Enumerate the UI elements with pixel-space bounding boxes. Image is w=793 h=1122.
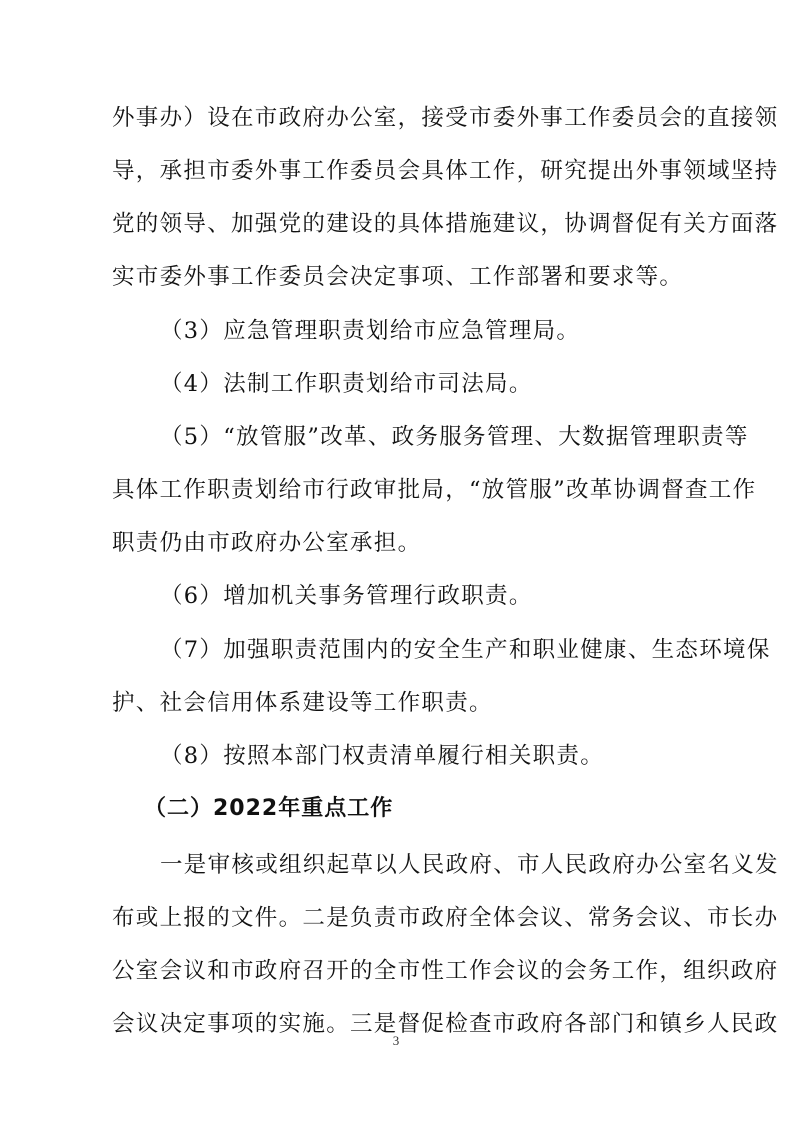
body-text-line: 具体工作职责划给市行政审批局，“放管服”改革协调督查工作 <box>112 477 757 503</box>
body-text-line: 外事办）设在市政府办公室，接受市委外事工作委员会的直接领 <box>112 105 779 131</box>
body-text-line: 党的领导、加强党的建设的具体措施建议，协调督促有关方面落 <box>112 211 779 237</box>
page-number: 3 <box>392 1033 400 1048</box>
body-text-line: 会议决定事项的实施。三是督促检查市政府各部门和镇乡人民政 <box>112 1011 779 1037</box>
body-text-line: 导，承担市委外事工作委员会具体工作，研究提出外事领域坚持 <box>112 158 779 184</box>
body-text-line: 一是审核或组织起草以人民政府、市人民政府办公室名义发 <box>160 852 779 878</box>
body-text-line: （5）“放管服”改革、政务服务管理、大数据管理职责等 <box>160 424 749 450</box>
body-text-line: （3）应急管理职责划给市应急管理局。 <box>160 318 581 344</box>
body-text-line: （7）加强职责范围内的安全生产和职业健康、生态环境保 <box>160 637 771 663</box>
body-text-line: （8）按照本部门权责清单履行相关职责。 <box>160 743 605 769</box>
body-text-line: 布或上报的文件。二是负责市政府全体会议、常务会议、市长办 <box>112 905 779 931</box>
body-text-line: 职责仍由市政府办公室承担。 <box>112 530 422 556</box>
section-heading: （二）2022年重点工作 <box>144 796 394 821</box>
body-text-line: 公室会议和市政府召开的全市性工作会议的会务工作，组织政府 <box>112 958 779 984</box>
body-text-line: 实市委外事工作委员会决定事项、工作部署和要求等。 <box>112 264 684 290</box>
body-text-line: （4）法制工作职责划给市司法局。 <box>160 371 533 397</box>
body-text-line: （6）增加机关事务管理行政职责。 <box>160 583 533 609</box>
body-text-line: 护、社会信用体系建设等工作职责。 <box>112 690 493 716</box>
